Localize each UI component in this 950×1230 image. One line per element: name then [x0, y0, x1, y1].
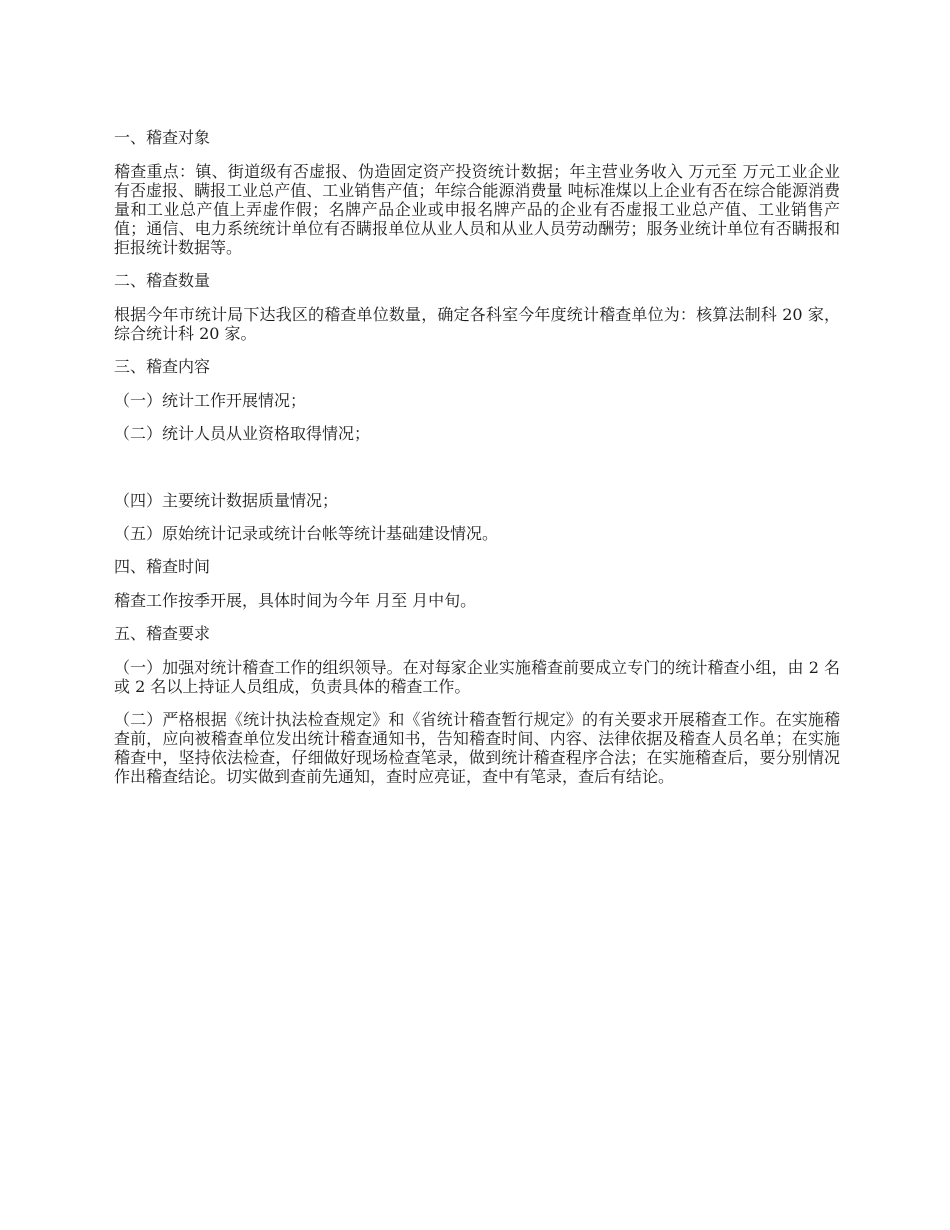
section-heading-inspection-requirements: 五、稽查要求	[114, 624, 211, 643]
content-item-5: （五）原始统计记录或统计台帐等统计基础建设情况。	[114, 524, 499, 543]
section-heading-inspection-quantity: 二、稽查数量	[114, 271, 211, 290]
blank-gap	[114, 457, 840, 491]
content-item-1: （一）统计工作开展情况；	[114, 391, 307, 410]
content-item-2: （二）统计人员从业资格取得情况；	[114, 424, 371, 443]
paragraph-inspection-quantity: 根据今年市统计局下达我区的稽查单位数量，确定各科室今年度统计稽查单位为：核算法制科 20 家，综合统计科 20 家。	[114, 305, 840, 343]
document-page	[114, 128, 840, 800]
requirement-item-2: （二）严格根据《统计执法检查规定》和《省统计稽查暂行规定》的有关要求开展稽查工作。在实施稽查前，应向被稽查单位发出统计稽查通知书，告知稽查时间、内容、法律依据及稽查人员名单；在实施稽查中，坚持依法检查，仔细做好现场检查笔录，做到统计稽查程序合法；在实施稽查后，要分别情况作出稽查结论。切实做到查前先通知，查时应亮证，查中有笔录，查后有结论。	[114, 710, 840, 786]
section-heading-inspection-content: 三、稽查内容	[114, 357, 211, 376]
requirement-item-1: （一）加强对统计稽查工作的组织领导。在对每家企业实施稽查前要成立专门的统计稽查小组，由 2 名或 2 名以上持证人员组成，负责具体的稽查工作。	[114, 658, 840, 696]
paragraph-inspection-time: 稽查工作按季开展，具体时间为今年 月至 月中旬。	[114, 591, 477, 610]
section-heading-inspection-targets: 一、稽查对象	[114, 128, 211, 147]
paragraph-inspection-targets: 稽查重点：镇、街道级有否虚报、伪造固定资产投资统计数据；年主营业务收入 万元至 万元工业企业有否虚报、瞒报工业总产值、工业销售产值；年综合能源消费量 吨标准煤以上企业有否在综合能源消费量和工业总产值上弄虚作假；名牌产品企业或申报名牌产品的企业有否虚报工业总产值、工业销售产值；通信、电力系统统计单位有否瞒报单位从业人员和从业人员劳动酬劳；服务业统计单位有否瞒报和拒报统计数据等。	[114, 162, 840, 257]
section-heading-inspection-time: 四、稽查时间	[114, 557, 211, 576]
content-item-4: （四）主要统计数据质量情况；	[114, 491, 339, 510]
